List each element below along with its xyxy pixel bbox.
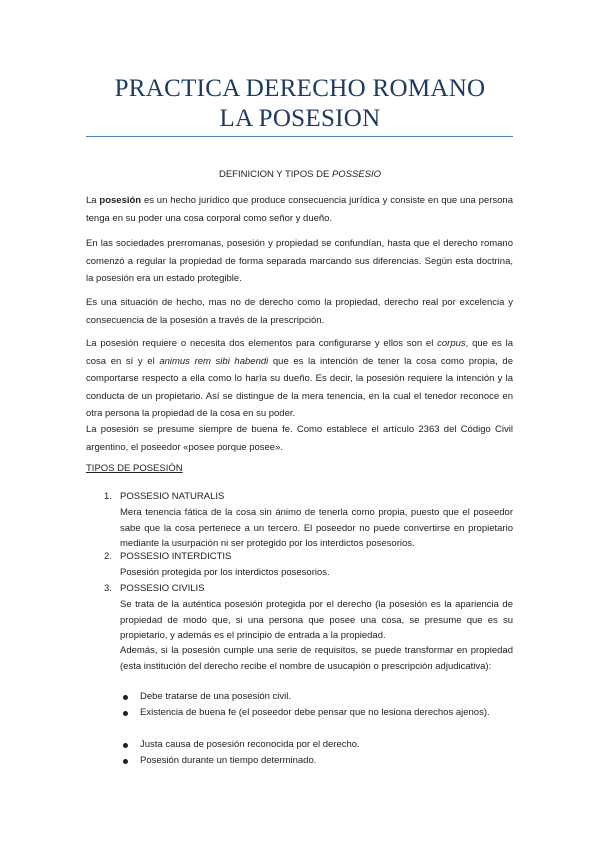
paragraph-good-faith: La posesión se presume siempre de buena fe. Como establece el artículo 2363 del Código Civil argentino, el poseedor «posee porque posee».: [86, 424, 513, 453]
bullet-dot-icon: [123, 759, 128, 764]
bullet-text: Justa causa de posesión reconocida por el derecho.: [140, 739, 360, 750]
p1-rest: es un hecho jurídico que produce consecuencia jurídica y consiste en que una persona tenga en su poder una cosa corporal como señor y dueño.: [86, 195, 513, 224]
bullet-item: [140, 753, 513, 769]
paragraph-history: En las sociedades prerromanas, posesión y propiedad se confundían, hasta que el derecho romano comenzó a regular la propiedad de forma separada marcando sus diferencias. Según esta doctrina, la posesión era un estado protegible.: [86, 238, 513, 284]
item-number: 1.: [104, 491, 112, 502]
paragraph-elements: [86, 335, 513, 423]
item-title: POSSESIO INTERDICTIS: [120, 551, 232, 562]
section-heading-prefix: DEFINICION Y TIPOS DE: [218, 169, 332, 180]
bullet-text: Posesión durante un tiempo determinado.: [140, 755, 317, 766]
bullet-dot-icon: [123, 743, 128, 748]
bullet-item: [140, 705, 513, 721]
item-body-continuation: Además, si la posesión cumple una serie de requisitos, se puede transformar en propiedad (esta institución del derecho recibe el nombre de usucapión o prescripción adjudicativa):: [120, 645, 513, 672]
bullet-item: [140, 737, 513, 753]
p4-part-b: , que es la cosa en sí y el: [86, 338, 513, 367]
bullet-item: [140, 689, 513, 705]
item-title: POSSESIO CIVILIS: [120, 583, 205, 594]
paragraph-situation: Es una situación de hecho, mas no de derecho como la propiedad, derecho real por excelencia y consecuencia de la posesión a través de la prescripción.: [86, 297, 513, 326]
title-line-1: PRACTICA DERECHO ROMANO: [114, 75, 486, 102]
title-line-2: LA POSESION: [219, 105, 381, 132]
document-title: [0, 74, 600, 134]
item-body: Se trata de la auténtica posesión protegida por el derecho (la posesión es la apariencia de propiedad de modo que, si una persona que posee una cosa, se presume que es su propietario, y además es el principio de entrada a la propiedad.: [120, 599, 513, 641]
bullet-dot-icon: [123, 711, 128, 716]
p4-corpus: corpus: [437, 338, 466, 349]
p1-lead: La: [86, 195, 100, 206]
p4-part-a: La posesión requiere o necesita dos elementos para configurarse y ellos son el: [86, 338, 438, 349]
bullet-dot-icon: [123, 695, 128, 700]
p1-bold-term: posesión: [99, 195, 142, 206]
item-body: Posesión protegida por los interdictos posesorios.: [120, 567, 330, 578]
section-heading: [0, 168, 600, 181]
item-title: POSSESIO NATURALIS: [120, 491, 225, 502]
bullet-text: Existencia de buena fe (el poseedor debe pensar que no lesiona derechos ajenos).: [140, 707, 490, 718]
bullet-text: Debe tratarse de una posesión civil.: [140, 691, 292, 702]
item-number: 3.: [104, 583, 112, 594]
section-heading-italic: POSSESIO: [331, 169, 382, 180]
item-body: Mera tenencia fática de la cosa sin ánimo de tenerla como propia, puesto que el poseedor sabe que la cosa pertenece a un tercero. El poseedor no puede convertirse en propietario mediante la usurpación ni ser protegido por los interdictos posesorios.: [120, 507, 513, 549]
types-heading: TIPOS DE POSESIÓN: [86, 463, 183, 474]
p4-animus: animus rem sibi habendi: [159, 355, 269, 367]
title-divider: [86, 136, 513, 137]
p4-part-c: que es la intención de tener la cosa como propia, de comportarse respecto a ella como lo haría su dueño. Es decir, la posesión requiere la intención y la conducta de un propietario. Así se distingue de la mera tenencia, en la cual el tenedor reconoce en otra persona la propiedad de la cosa en su poder.: [86, 355, 513, 419]
item-number: 2.: [104, 551, 112, 562]
paragraph-definition: [86, 192, 513, 227]
